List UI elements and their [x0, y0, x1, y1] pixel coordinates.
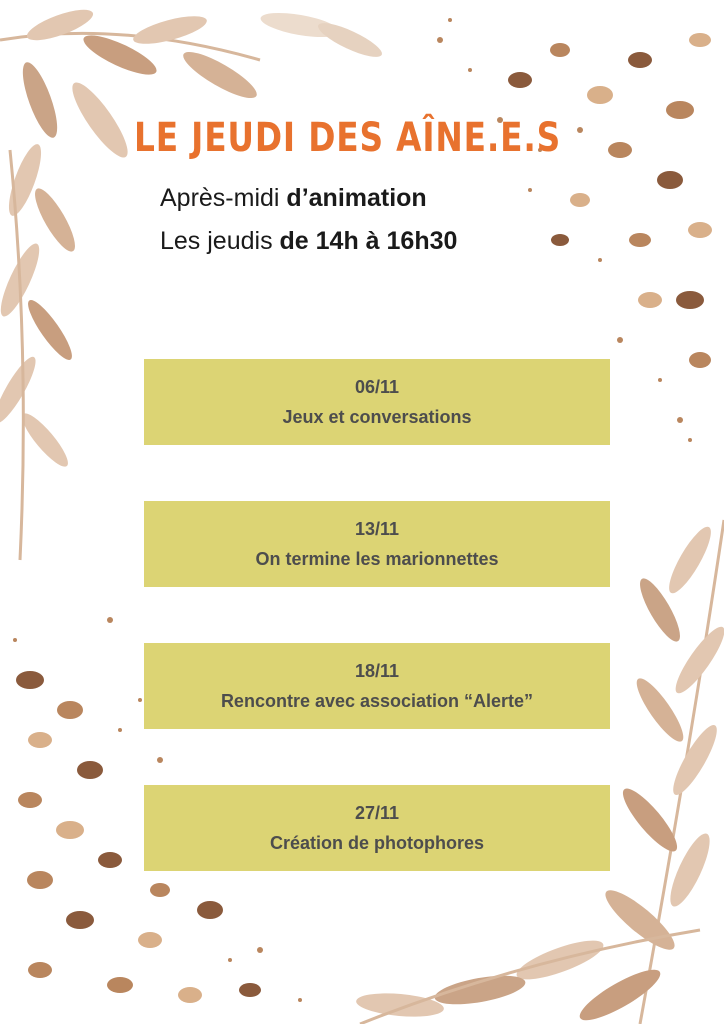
event-card [144, 359, 610, 445]
event-activity: Jeux et conversations [282, 407, 472, 427]
event-date: 18/11 [354, 661, 400, 681]
leaf-branch-icon [355, 520, 724, 1024]
subtitle-line-1-bold: d’animation [286, 184, 427, 212]
page-title: LE JEUDI DES AÎNE.E.S [134, 115, 562, 161]
subtitle-line-2-text: Les jeudis [160, 227, 280, 255]
subtitle-line-1-text: Après-midi [160, 184, 287, 212]
event-activity: Rencontre avec association “Alerte” [220, 691, 534, 711]
subtitle-line-1 [160, 182, 427, 214]
event-date: 27/11 [354, 803, 400, 823]
event-card [144, 643, 610, 729]
subtitle-line-2-bold: de 14h à 16h30 [279, 227, 458, 255]
subtitle-line-2 [160, 225, 457, 257]
event-activity: On termine les marionnettes [255, 549, 499, 569]
event-activity: Création de photophores [269, 833, 484, 853]
event-date: 13/11 [354, 519, 400, 539]
coffee-bean-icon [508, 33, 712, 368]
event-card [144, 785, 610, 871]
leaf-branch-icon [0, 4, 386, 560]
event-date: 06/11 [354, 377, 400, 397]
event-card [144, 501, 610, 587]
